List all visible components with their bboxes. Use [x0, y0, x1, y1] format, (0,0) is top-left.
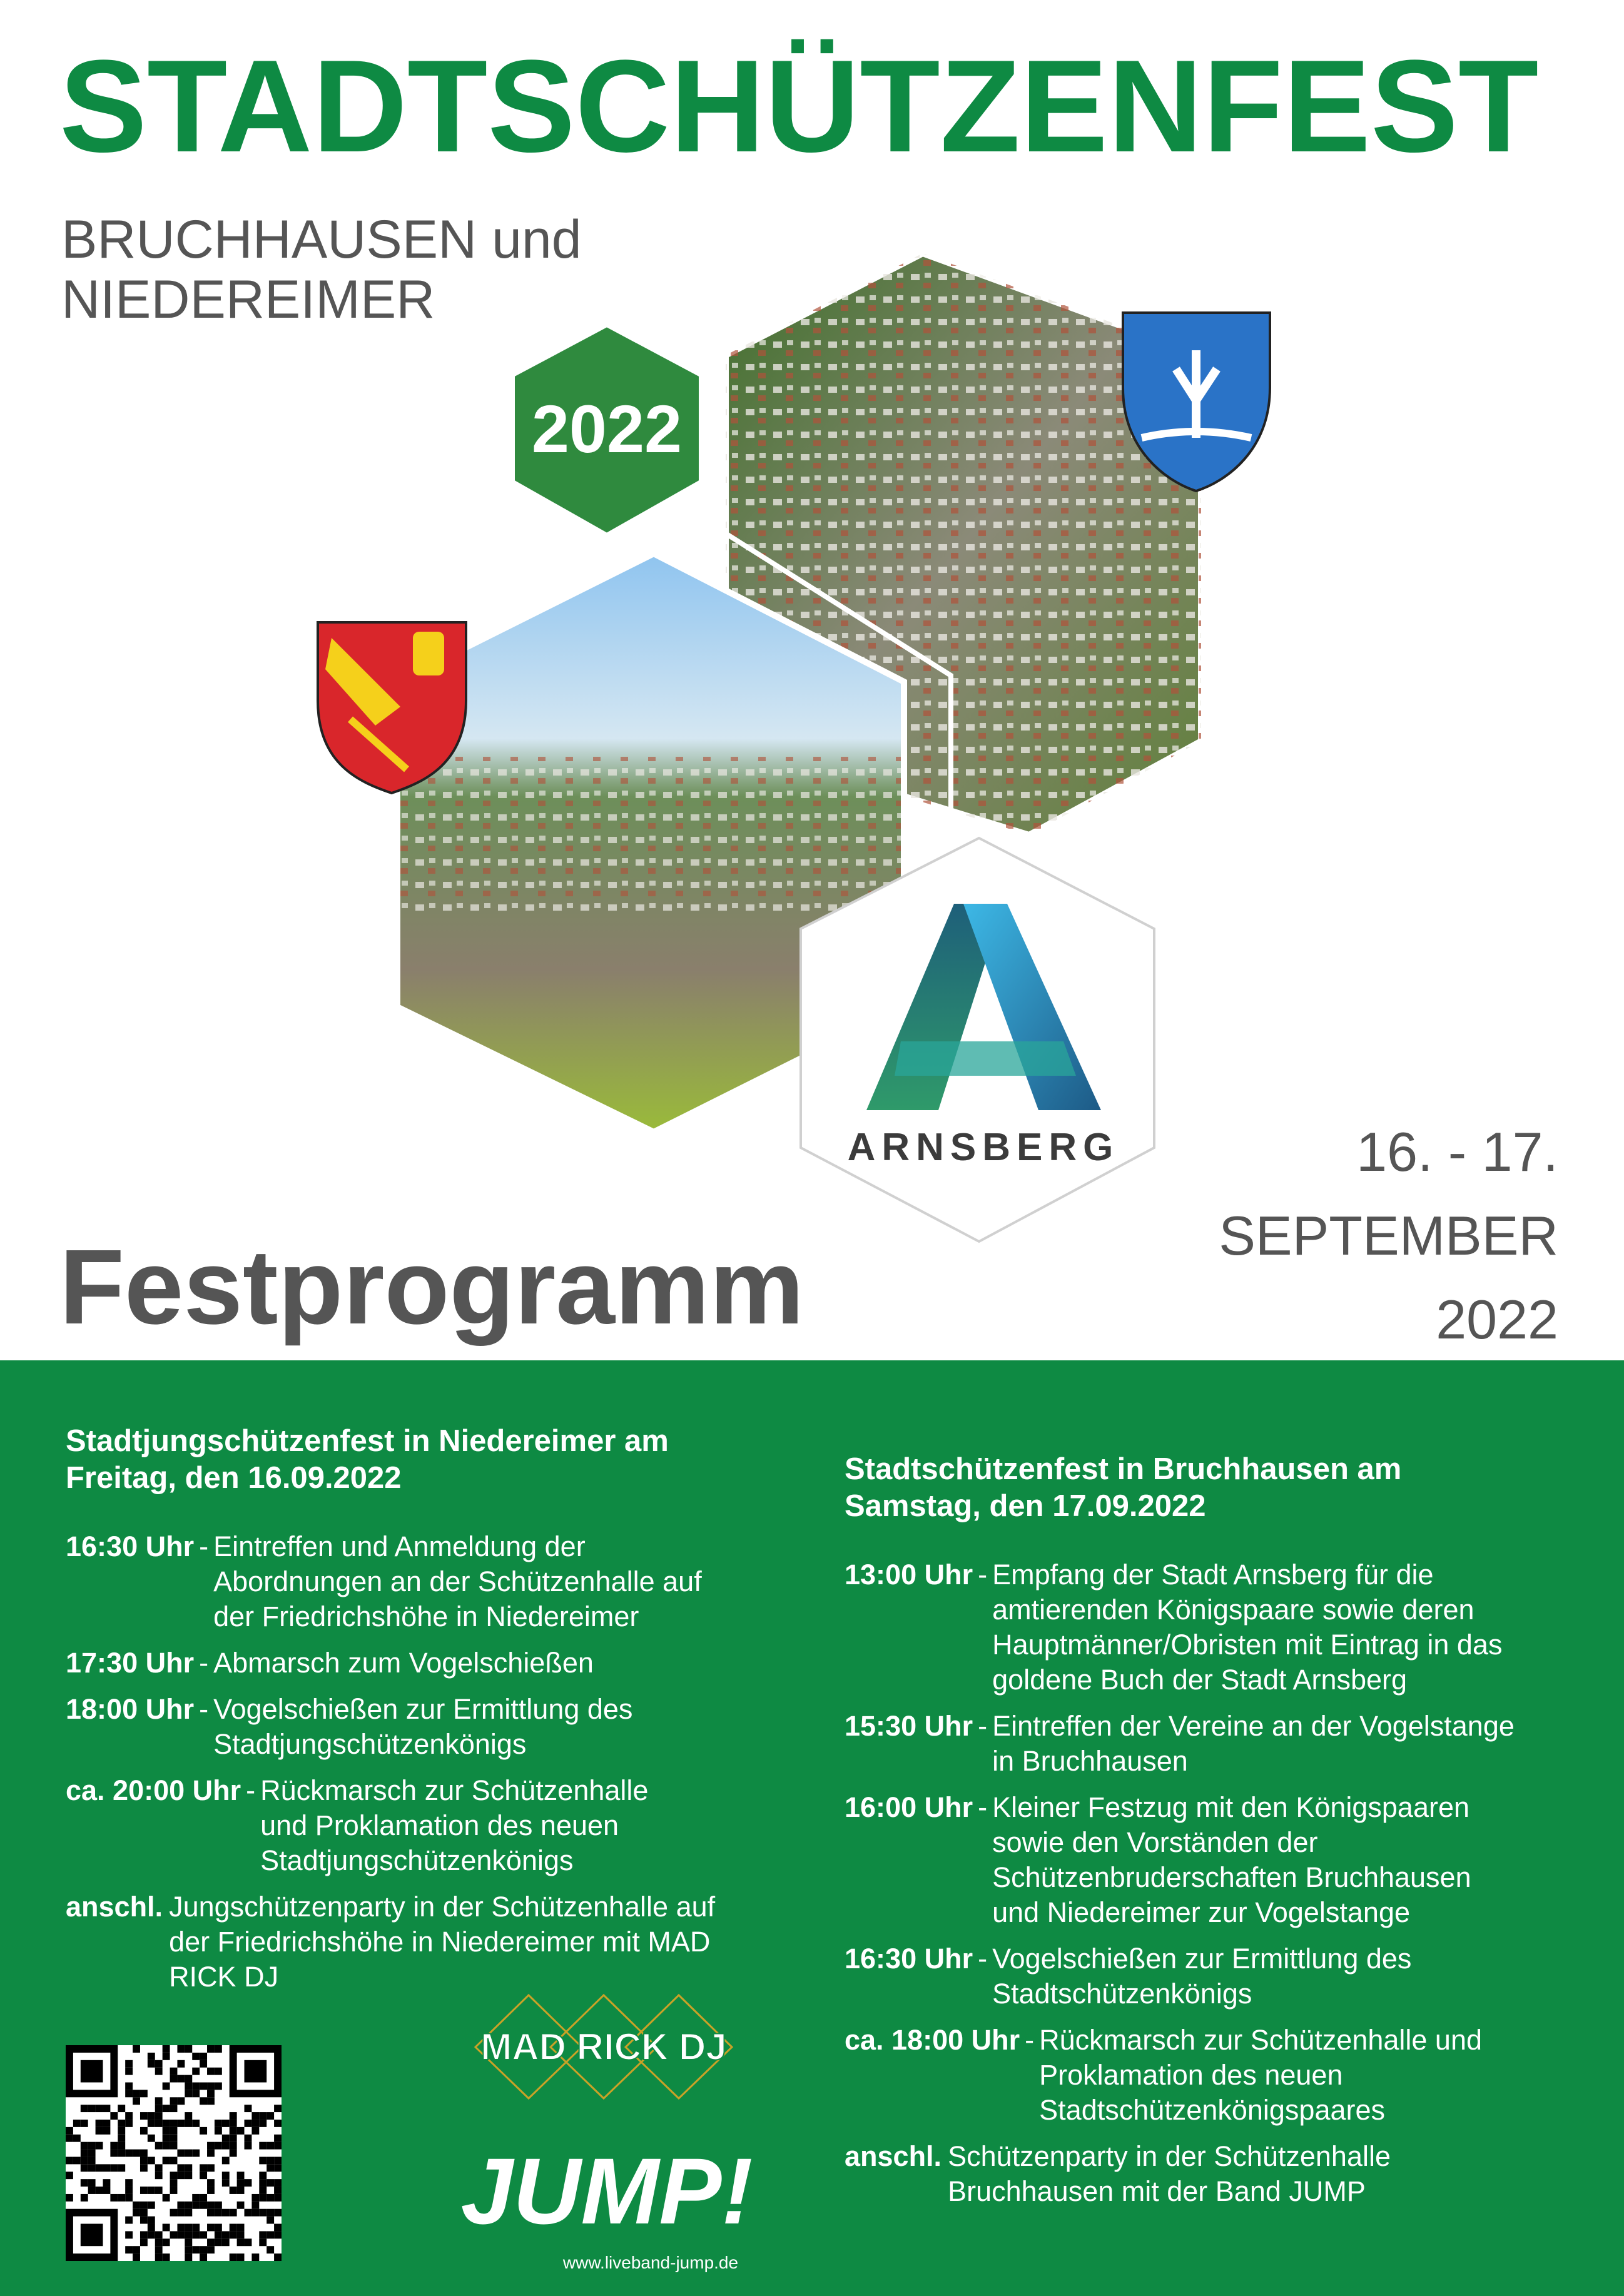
schedule-dash: -: [978, 1942, 988, 1975]
jump-text: JUMP!: [460, 2138, 753, 2243]
festival-title: STADTSCHÜTZENFEST: [59, 33, 1539, 180]
schedule-description-line: Rückmarsch zur Schützenhalle und: [1039, 2023, 1483, 2056]
schedule-description-line: Empfang der Stadt Arnsberg für die: [992, 1558, 1434, 1591]
schedule-time: ca. 18:00 Uhr: [845, 2023, 1020, 2056]
schedule-description-line: amtierenden Königspaare sowie deren: [992, 1593, 1474, 1626]
qr-code[interactable]: [66, 2045, 282, 2261]
subtitle-line-1: BRUCHHAUSEN und: [61, 210, 582, 270]
schedule-entry: [66, 1773, 791, 1878]
schedule-description-line: Stadtjungschützenkönigs: [213, 1727, 527, 1760]
schedule-description-line: Jungschützenparty in der Schützenhalle auf: [169, 1890, 716, 1923]
schedule-description-line: sowie den Vorständen der: [992, 1826, 1318, 1858]
schedule-description-line: Schützenparty in der Schützenhalle: [948, 2140, 1391, 2172]
schedule-description: [992, 1557, 1570, 1697]
schedule-dash: -: [978, 1791, 988, 1823]
schedule-entry: [845, 1941, 1570, 2011]
schedule-time: 18:00 Uhr: [66, 1692, 195, 1725]
schedule-description-line: Hauptmänner/Obristen mit Eintrag in das: [992, 1628, 1503, 1661]
schedule-description-line: Stadtschützenkönigspaares: [1039, 2093, 1386, 2126]
schedule-entry: [66, 1889, 791, 1995]
schedule-dash: -: [978, 1709, 988, 1742]
schedule-description-line: Vogelschießen zur Ermittlung des: [213, 1692, 633, 1725]
program-heading: Festprogramm: [59, 1228, 804, 1347]
schedule-entry: [66, 1692, 791, 1762]
schedule-time: ca. 20:00 Uhr: [66, 1774, 241, 1806]
schedule-time: anschl.: [845, 2140, 942, 2172]
schedule-dash: -: [199, 1646, 209, 1679]
schedule-description-line: Vogelschießen zur Ermittlung des: [992, 1942, 1412, 1975]
schedule-description-line: Bruchhausen mit der Band JUMP: [948, 2175, 1366, 2207]
schedule-time: 17:30 Uhr: [66, 1646, 195, 1679]
schedule-entry: [845, 2023, 1570, 2128]
year-text: 2022: [531, 391, 683, 467]
schedule-description-line: Schützenbruderschaften Bruchhausen: [992, 1861, 1471, 1893]
schedule-description: [213, 1529, 791, 1634]
mad-rick-dj-logo: [460, 1992, 748, 2101]
jump-url: www.liveband-jump.de: [562, 2253, 739, 2272]
mad-rick-dj-text: MAD RICK DJ: [480, 2026, 727, 2068]
schedule-description: [213, 1646, 791, 1681]
schedule-dash: -: [978, 1558, 988, 1591]
dates-line-3: 2022: [1436, 1288, 1558, 1350]
schedule-entry: [845, 1557, 1570, 1697]
schedule-time: 16:30 Uhr: [66, 1530, 195, 1562]
jump-band-logo: [460, 2123, 753, 2280]
schedule-description-line: Abordnungen an der Schützenhalle auf: [213, 1565, 702, 1597]
schedule-description: [992, 1941, 1570, 2011]
subtitle-line-2: NIEDEREIMER: [61, 270, 435, 330]
friday-program: [66, 1423, 791, 2006]
schedule-description: [948, 2139, 1570, 2209]
schedule-entry: [845, 1790, 1570, 1930]
schedule-entry: [66, 1529, 791, 1634]
saturday-heading: Stadtschützenfest in Bruchhausen am Samstag, den 17.09.2022: [845, 1452, 1402, 1523]
schedule-dash: -: [246, 1774, 256, 1806]
friday-heading: Stadtjungschützenfest in Niedereimer am Freitag, den 16.09.2022: [66, 1424, 669, 1495]
schedule-dash: -: [1025, 2023, 1035, 2056]
schedule-description-line: Stadtschützenkönigs: [992, 1977, 1252, 2010]
schedule-description: [169, 1889, 791, 1995]
schedule-description-line: Kleiner Festzug mit den Königspaaren: [992, 1791, 1470, 1823]
schedule-entry: [845, 1709, 1570, 1779]
saturday-program: [845, 1451, 1570, 2220]
schedule-description-line: und Proklamation des neuen: [260, 1809, 619, 1841]
schedule-time: 13:00 Uhr: [845, 1558, 973, 1591]
schedule-description: [213, 1692, 791, 1762]
schedule-description-line: Rückmarsch zur Schützenhalle: [260, 1774, 649, 1806]
schedule-description: [992, 1790, 1570, 1930]
schedule-description-line: goldene Buch der Stadt Arnsberg: [992, 1663, 1408, 1696]
schedule-description-line: Proklamation des neuen: [1039, 2058, 1343, 2091]
schedule-entry: [66, 1646, 791, 1681]
schedule-time: anschl.: [66, 1890, 163, 1923]
dates-line-1: 16. - 17.: [1356, 1121, 1558, 1183]
schedule-description: [1039, 2023, 1570, 2128]
schedule-description-line: der Friedrichshöhe in Niedereimer: [213, 1600, 639, 1632]
schedule-time: 15:30 Uhr: [845, 1709, 973, 1742]
schedule-description-line: Eintreffen und Anmeldung der: [213, 1530, 586, 1562]
year-badge: [513, 325, 701, 535]
schedule-description-line: RICK DJ: [169, 1960, 279, 1993]
schedule-description-line: Stadtjungschützenkönigs: [260, 1844, 574, 1876]
schedule-description-line: der Friedrichshöhe in Niedereimer mit MAD: [169, 1925, 711, 1958]
schedule-entry: [845, 2139, 1570, 2209]
dates-line-2: SEPTEMBER: [1219, 1204, 1558, 1267]
arnsberg-wordmark: ARNSBERG: [847, 1126, 1120, 1169]
saturday-schedule: [845, 1557, 1570, 2209]
schedule-description: [260, 1773, 791, 1878]
schedule-description-line: Eintreffen der Vereine an der Vogelstange: [992, 1709, 1515, 1742]
schedule-description-line: Abmarsch zum Vogelschießen: [213, 1646, 594, 1679]
schedule-description-line: in Bruchhausen: [992, 1744, 1188, 1777]
event-dates: [1219, 1110, 1558, 1361]
schedule-time: 16:00 Uhr: [845, 1791, 973, 1823]
schedule-description-line: und Niedereimer zur Vogelstange: [992, 1896, 1410, 1928]
friday-schedule: [66, 1529, 791, 1995]
schedule-time: 16:30 Uhr: [845, 1942, 973, 1975]
schedule-dash: -: [199, 1692, 209, 1725]
schedule-description: [992, 1709, 1570, 1779]
schedule-dash: -: [199, 1530, 209, 1562]
